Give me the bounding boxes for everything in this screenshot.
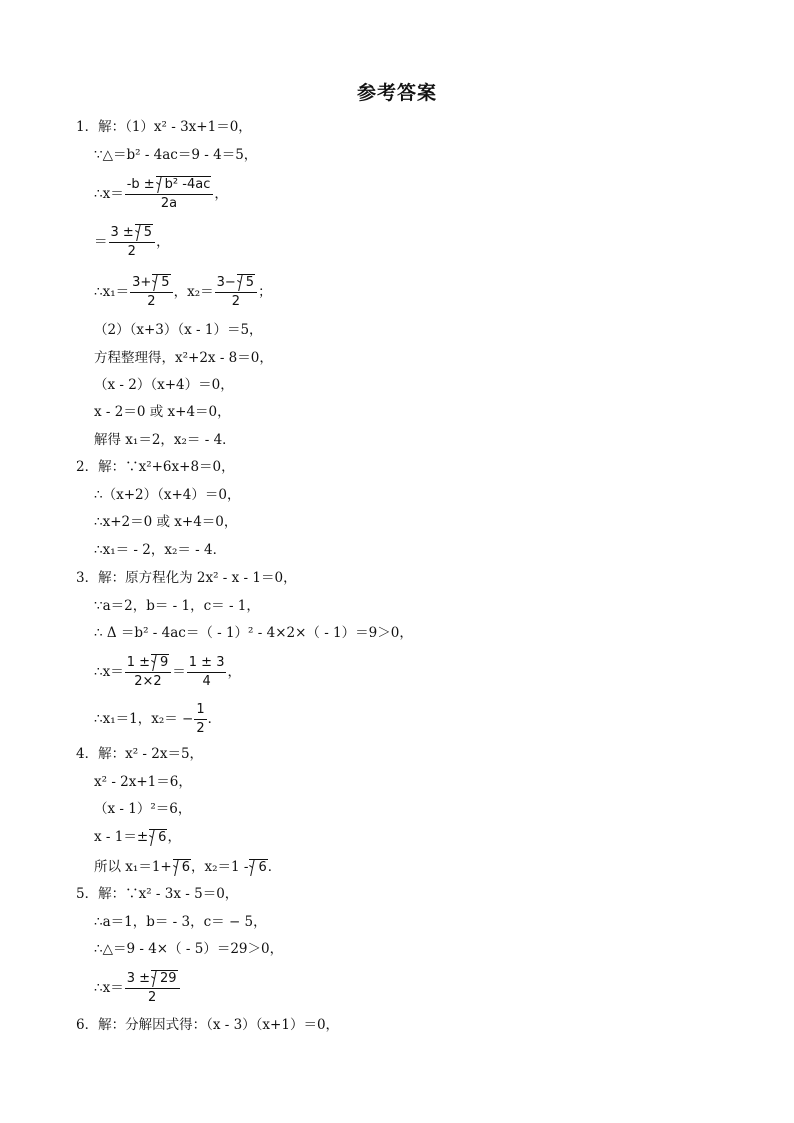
fraction: [109, 224, 156, 261]
square-root: 5: [152, 274, 170, 291]
fraction: [125, 654, 172, 691]
fraction-denominator: 2: [231, 293, 240, 309]
square-root: 6: [173, 859, 191, 876]
text-segment: x - 1＝±: [94, 829, 149, 845]
fraction-denominator: 2: [127, 243, 136, 259]
solution-line: 4．解：x² - 2x＝5，: [76, 746, 204, 762]
fraction-numerator: [109, 224, 156, 243]
solution-line: （x - 1）²＝6，: [94, 801, 192, 817]
solution-line: [94, 701, 222, 736]
solution-line: （x - 2）（x+4）＝0，: [94, 377, 234, 393]
solution-line: 解得 x₁＝2，x₂＝ - 4．: [94, 432, 236, 448]
text-segment: ＝: [172, 664, 186, 680]
fraction: [125, 176, 214, 213]
fraction-numerator: [187, 654, 227, 673]
solution-line: ∴a＝1，b＝ - 3，c＝ − 5，: [94, 914, 267, 930]
solution-line: [94, 855, 281, 879]
text-segment: 1 ±: [126, 654, 150, 670]
solution-line: 方程整理得，x²+2x - 8＝0，: [94, 350, 273, 366]
fraction-numerator: [194, 701, 206, 720]
fraction: [125, 970, 180, 1007]
fraction: [194, 701, 206, 738]
solution-line: （2）（x+3）（x - 1）＝5，: [94, 322, 263, 338]
fraction-denominator: 2: [196, 720, 205, 736]
text-segment: ，: [214, 186, 228, 202]
text-segment: ，x₂＝1 -: [191, 859, 249, 875]
solution-line: [94, 176, 228, 211]
text-segment: ，: [167, 829, 181, 845]
text-segment: ，x₂＝: [173, 284, 214, 300]
fraction-numerator: [125, 970, 180, 989]
fraction-denominator: 4: [202, 673, 211, 689]
text-segment: ∴x₁＝1，x₂＝ −: [94, 711, 194, 727]
fraction-denominator: 2a: [160, 195, 178, 211]
square-root: b² -4ac: [156, 176, 212, 193]
solution-line: [94, 274, 272, 309]
solution-line: ∴x+2＝0 或 x+4＝0，: [94, 514, 238, 530]
solution-line: 5．解：∵x² - 3x - 5＝0，: [76, 886, 239, 902]
text-segment: ＝: [94, 234, 108, 250]
solution-line: [94, 825, 181, 849]
fraction: [187, 654, 227, 691]
square-root: 5: [237, 274, 255, 291]
fraction-numerator: [130, 274, 172, 293]
square-root: 6: [249, 859, 267, 876]
fraction-numerator: [125, 654, 172, 673]
solution-line: 3．解：原方程化为 2x² - x - 1＝0，: [76, 570, 297, 586]
text-segment: 3 ±: [110, 224, 134, 240]
text-segment: ∴x＝: [94, 186, 124, 202]
page-title: 参考答案: [356, 82, 437, 104]
solution-line: [94, 970, 181, 1005]
fraction: [130, 274, 172, 311]
solution-line: ∴ Δ ＝b² - 4ac＝（ - 1）² - 4×2×（ - 1）＝9＞0，: [94, 625, 413, 641]
fraction-denominator: 2×2: [134, 673, 162, 689]
text-segment: 3 ±: [126, 970, 150, 986]
text-segment: 3−: [216, 274, 236, 290]
text-segment: ，: [156, 234, 170, 250]
text-segment: -b ±: [126, 176, 155, 192]
text-segment: ∴x＝: [94, 980, 124, 996]
text-segment: ∴x₁＝: [94, 284, 130, 300]
fraction: [215, 274, 257, 311]
square-root: 9: [151, 654, 169, 671]
solution-line: 6．解：分解因式得：（x - 3）（x+1）＝0，: [76, 1017, 340, 1033]
fraction-numerator: [125, 176, 214, 195]
solution-line: ∵△＝b² - 4ac＝9 - 4＝5，: [94, 147, 258, 163]
fraction-numerator: [215, 274, 257, 293]
solution-line: x - 2＝0 或 x+4＝0，: [94, 404, 231, 420]
square-root: 29: [151, 970, 178, 987]
square-root: 6: [149, 829, 167, 846]
fraction-denominator: 2: [147, 989, 157, 1005]
text-segment: 1: [196, 701, 205, 717]
solution-line: ∴（x+2）（x+4）＝0，: [94, 487, 241, 503]
text-segment: 所以 x₁＝1+: [94, 859, 172, 875]
solution-line: x² - 2x+1＝6，: [94, 774, 192, 790]
solution-line: 2．解：∵x²+6x+8＝0，: [76, 459, 235, 475]
text-segment: ∴x＝: [94, 664, 124, 680]
solution-line: ∴△＝9 - 4×（ - 5）＝29＞0，: [94, 941, 284, 957]
text-segment: ，: [227, 664, 241, 680]
text-segment: ．: [267, 859, 282, 875]
square-root: 5: [135, 224, 153, 241]
solution-line: [94, 654, 241, 689]
fraction-denominator: 2: [147, 293, 156, 309]
text-segment: ．: [207, 711, 222, 727]
solution-line: ∴x₁＝ - 2，x₂＝ - 4．: [94, 542, 227, 558]
solution-line: [94, 224, 170, 259]
text-segment: ；: [258, 284, 272, 300]
solution-line: 1．解：（1）x² - 3x+1＝0，: [76, 119, 252, 135]
text-segment: 1 ± 3: [188, 654, 225, 670]
text-segment: 3+: [132, 274, 152, 290]
solution-line: ∵a＝2，b＝ - 1，c＝ - 1，: [94, 598, 260, 614]
